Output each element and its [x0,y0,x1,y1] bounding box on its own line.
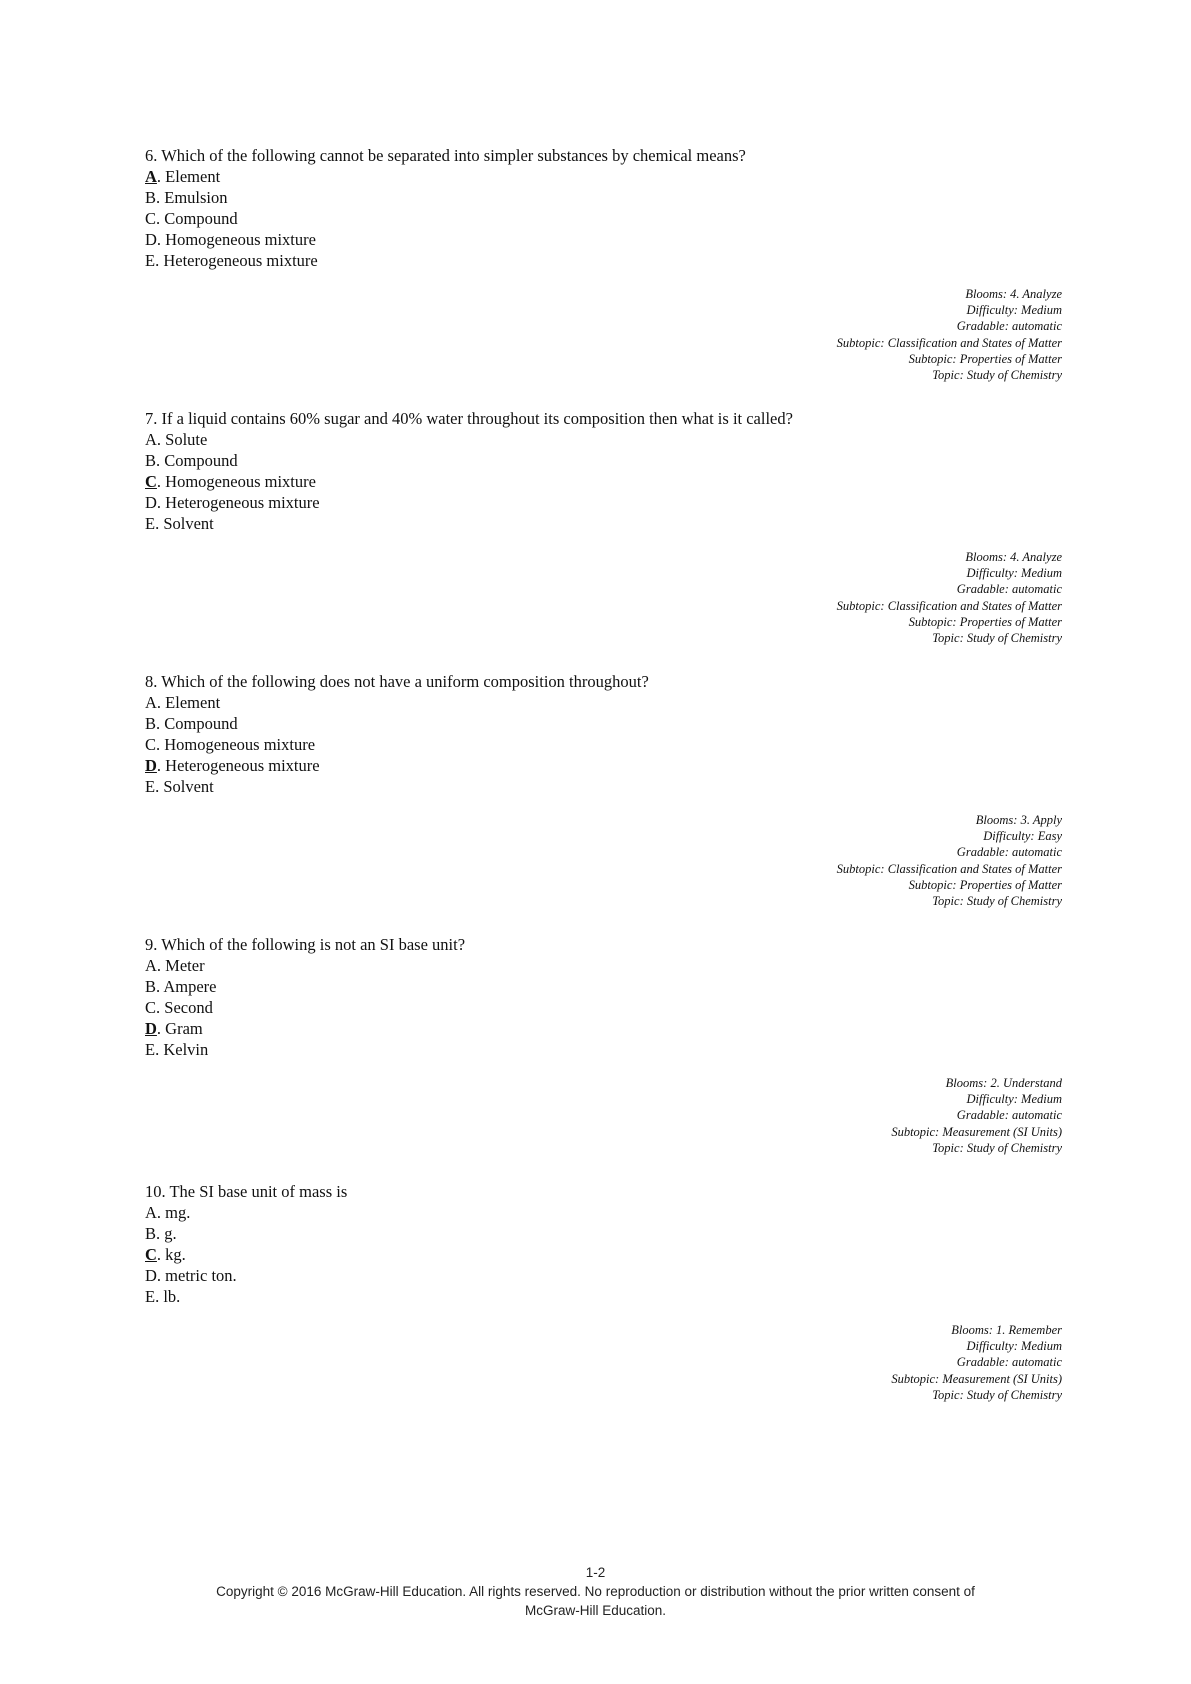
gradable-tag: Gradable: automatic [956,1355,1062,1370]
answer-options [145,955,1055,1060]
copyright-notice-continued: McGraw-Hill Education. [524,1603,667,1618]
answer-options [145,1202,1055,1307]
option-c: C. Second [145,998,213,1017]
topic-tag: Topic: Study of Chemistry [932,894,1062,909]
answer-options [145,692,1055,797]
difficulty-tag: Difficulty: Medium [966,303,1062,318]
option-b: B. Compound [145,714,238,733]
page-footer [0,1563,1191,1620]
option-b: B. Emulsion [145,188,228,207]
option-e: E. Solvent [145,777,214,796]
option-a: A. Element [145,693,221,712]
topic-tag: Topic: Study of Chemistry [932,1140,1062,1155]
blooms-tag: Blooms: 1. Remember [951,1323,1062,1337]
question-9 [145,934,1062,1155]
option-c: C. Compound [145,209,238,228]
question-metadata [837,549,1062,646]
subtopic-tag: Subtopic: Measurement (SI Units) [891,1371,1062,1386]
option-b: B. g. [145,1224,177,1243]
question-text: 7. If a liquid contains 60% sugar and 40% water throughout its composition then what is it called? [145,409,793,428]
question-metadata [837,286,1062,383]
blooms-tag: Blooms: 4. Analyze [965,550,1062,564]
copyright-notice: Copyright © 2016 McGraw-Hill Education. All rights reserved. No reproduction or distribution without the prior written consent of [216,1584,975,1599]
difficulty-tag: Difficulty: Easy [983,829,1062,844]
gradable-tag: Gradable: automatic [956,582,1062,597]
question-text: 9. Which of the following is not an SI base unit? [145,935,466,954]
topic-tag: Topic: Study of Chemistry [932,631,1062,646]
difficulty-tag: Difficulty: Medium [966,1339,1062,1354]
gradable-tag: Gradable: automatic [956,319,1062,334]
subtopic-tag: Subtopic: Properties of Matter [908,351,1062,366]
topic-tag: Topic: Study of Chemistry [932,1387,1062,1402]
question-8 [145,671,1062,909]
option-d: D. Homogeneous mixture [145,230,316,249]
question-6 [145,145,1062,383]
difficulty-tag: Difficulty: Medium [966,566,1062,581]
option-e: E. lb. [145,1287,181,1306]
subtopic-tag: Subtopic: Classification and States of Matter [836,598,1062,613]
subtopic-tag: Subtopic: Measurement (SI Units) [891,1124,1062,1139]
subtopic-tag: Subtopic: Properties of Matter [908,614,1062,629]
answer-options [145,166,1055,271]
blooms-tag: Blooms: 4. Analyze [965,287,1062,301]
option-b: B. Compound [145,451,238,470]
question-metadata [891,1322,1062,1403]
subtopic-tag: Subtopic: Classification and States of Matter [836,335,1062,350]
option-d: D. Gram [145,1019,203,1038]
option-e: E. Kelvin [145,1040,209,1059]
option-a: A. Meter [145,956,205,975]
option-d: D. Heterogeneous mixture [145,493,320,512]
option-c: C. Homogeneous mixture [145,472,316,491]
question-text: 6. Which of the following cannot be separated into simpler substances by chemical means? [145,146,746,165]
option-b: B. Ampere [145,977,217,996]
option-a: A. Solute [145,430,208,449]
gradable-tag: Gradable: automatic [956,845,1062,860]
question-7 [145,408,1062,646]
question-10 [145,1181,1062,1402]
subtopic-tag: Subtopic: Properties of Matter [908,877,1062,892]
question-metadata [837,812,1062,909]
option-e: E. Solvent [145,514,214,533]
blooms-tag: Blooms: 2. Understand [945,1076,1062,1090]
option-d: D. metric ton. [145,1266,237,1285]
blooms-tag: Blooms: 3. Apply [975,813,1062,827]
gradable-tag: Gradable: automatic [956,1108,1062,1123]
option-d: D. Heterogeneous mixture [145,756,320,775]
question-text: 10. The SI base unit of mass is [145,1182,348,1201]
option-e: E. Heterogeneous mixture [145,251,318,270]
question-metadata [891,1075,1062,1156]
option-c: C. Homogeneous mixture [145,735,316,754]
topic-tag: Topic: Study of Chemistry [932,368,1062,383]
option-c: C. kg. [145,1245,186,1264]
page-number: 1-2 [585,1565,606,1580]
option-a: A. Element [145,167,221,186]
question-text: 8. Which of the following does not have a uniform composition throughout? [145,672,649,691]
difficulty-tag: Difficulty: Medium [966,1092,1062,1107]
option-a: A. mg. [145,1203,191,1222]
subtopic-tag: Subtopic: Classification and States of Matter [836,861,1062,876]
answer-options [145,429,1055,534]
